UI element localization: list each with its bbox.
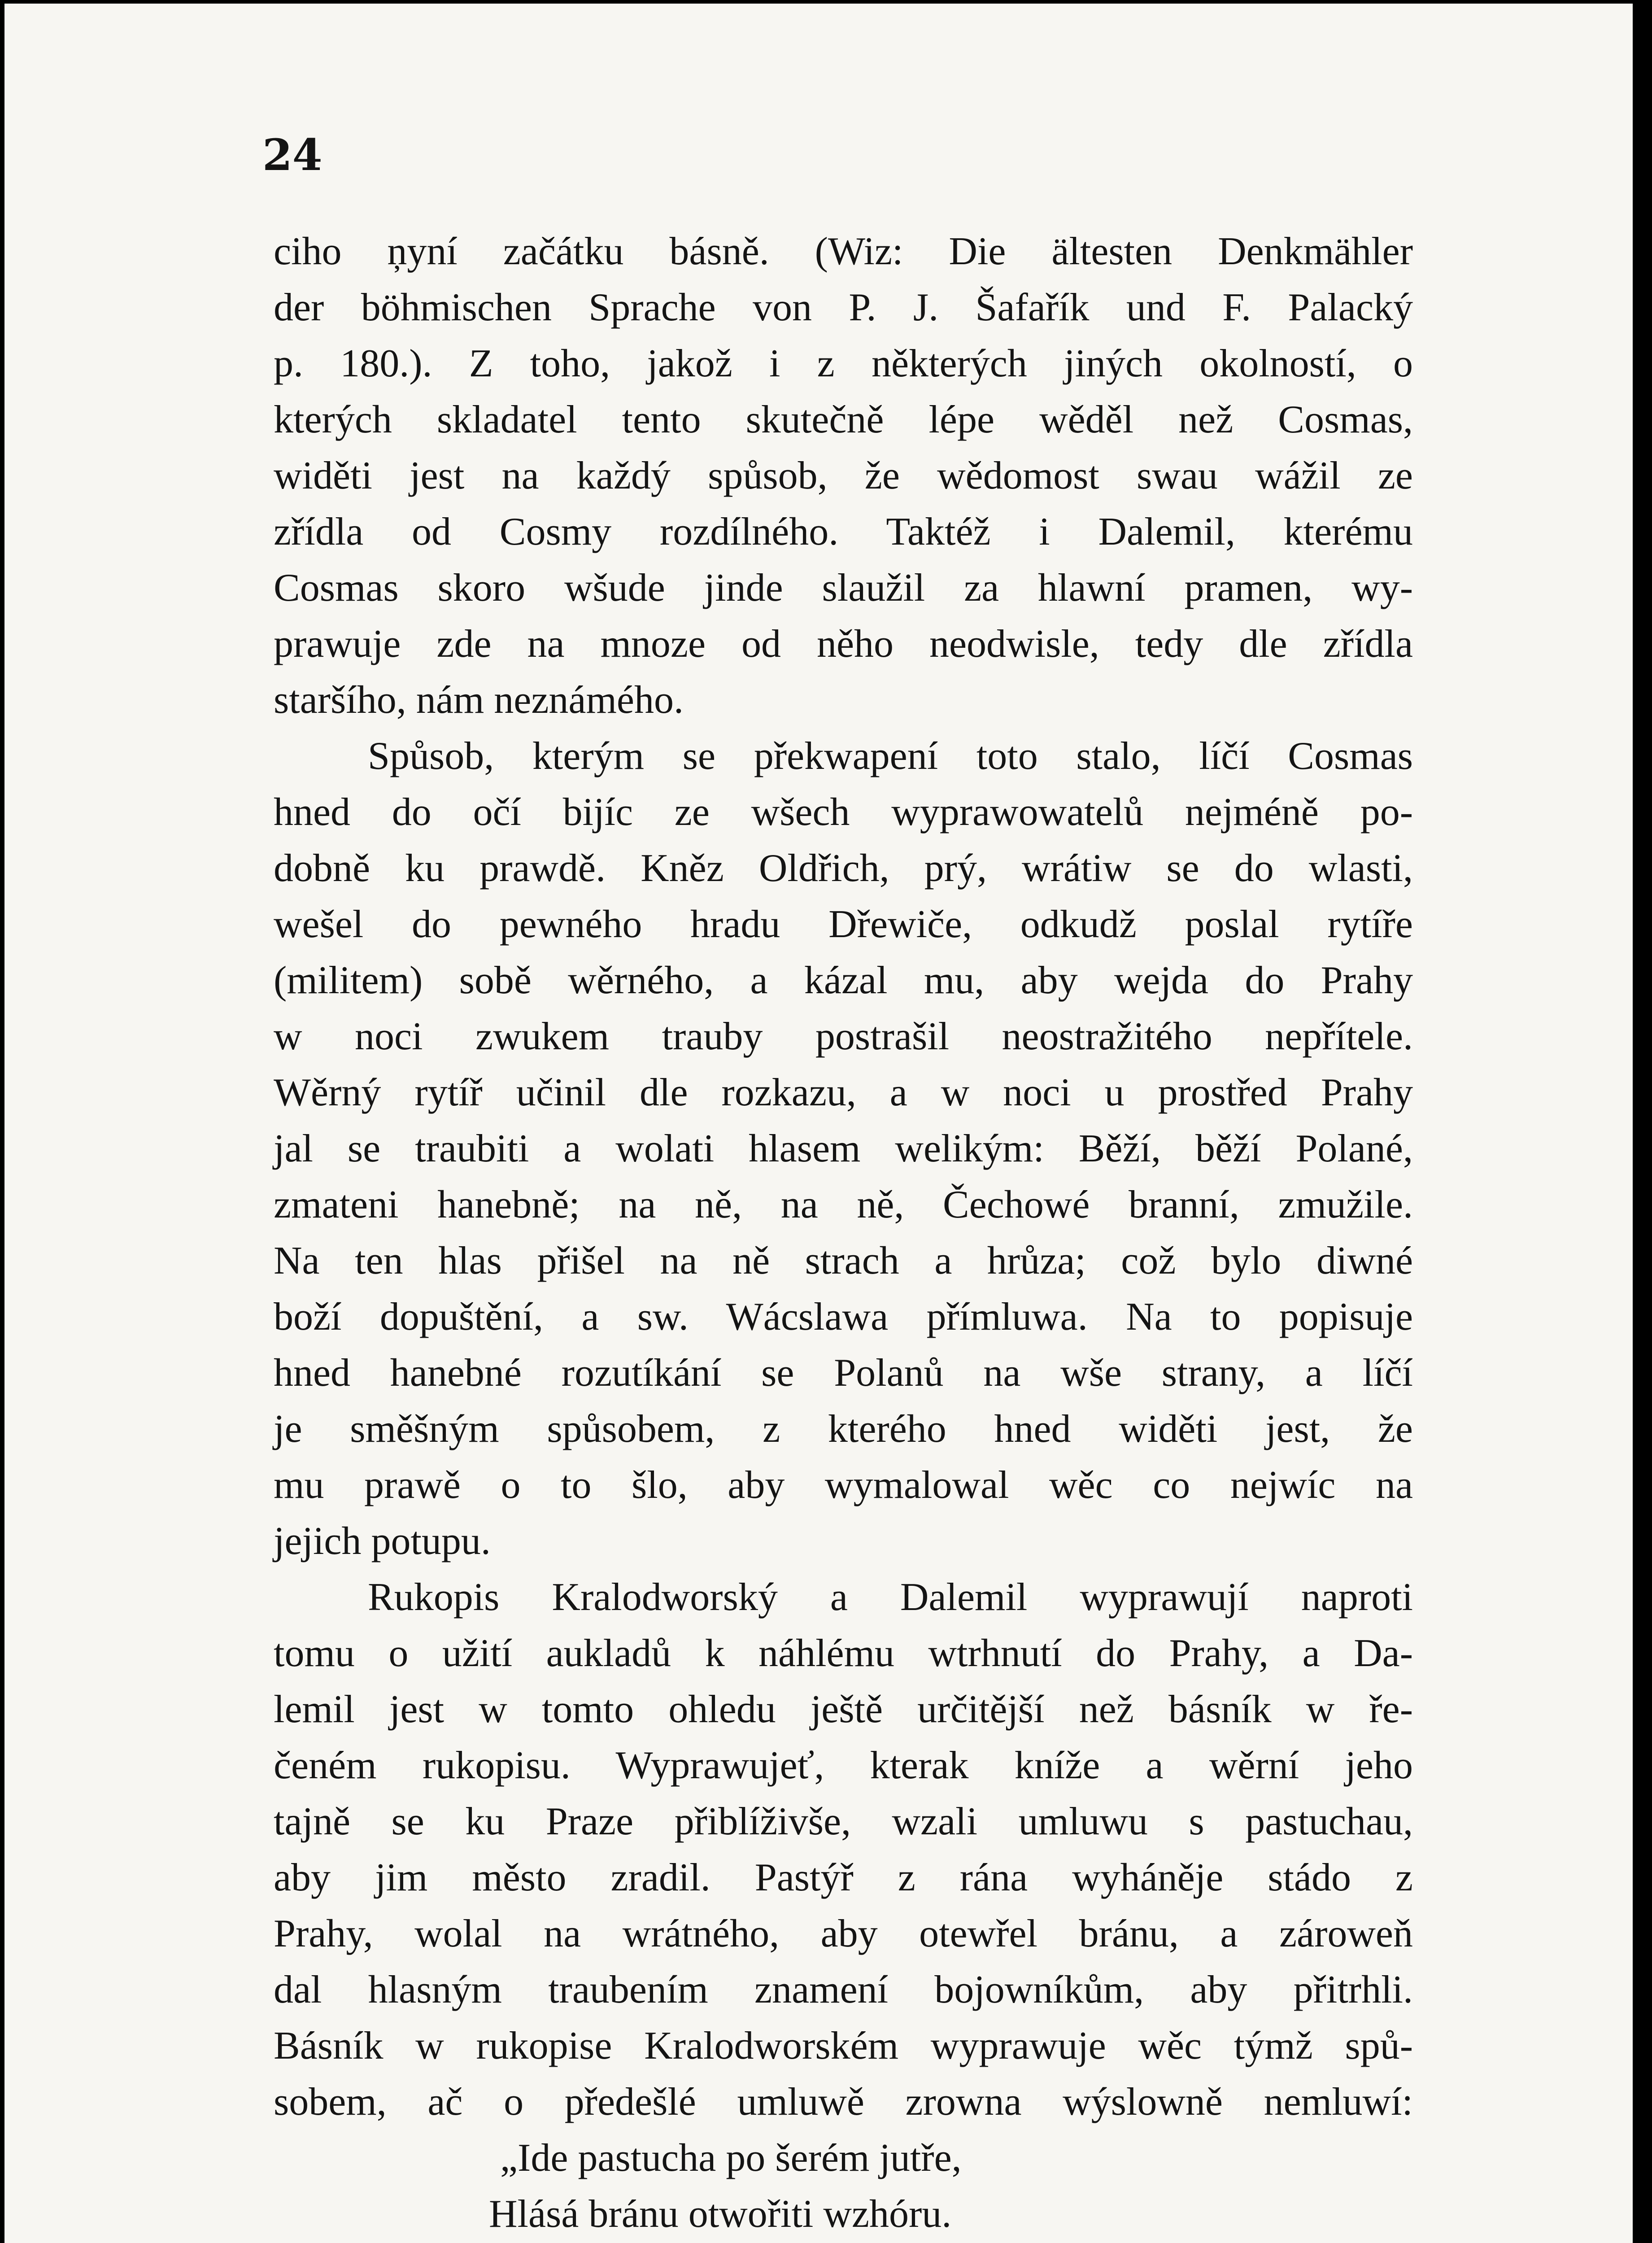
text-line: Wěrný rytíř učinil dle rozkazu, a w noci u prostřed Prahy: [274, 1071, 1413, 1114]
verse-line: Hlásá bránu otwořiti wzhóru.: [489, 2192, 952, 2236]
text-line: je směšným spůsobem, z kterého hned widěti jest, že: [274, 1407, 1413, 1451]
text-line: dal hlasným traubením znamení bojowníkům, aby přitrhli.: [274, 1968, 1413, 2012]
text-line: lemil jest w tomto ohledu ještě určitější než básník w ře-: [274, 1688, 1413, 1731]
text-line: (militem) sobě wěrného, a kázal mu, aby wejda do Prahy: [274, 959, 1413, 1002]
text-line: hned do očí bijíc ze wšech wyprawowatelů nejméně po-: [274, 790, 1413, 834]
text-line: Na ten hlas přišel na ně strach a hrůza; což bylo diwné: [274, 1239, 1413, 1283]
text-line: ciho ņyní začátku básně. (Wiz: Die ältesten Denkmähler: [274, 230, 1413, 273]
text-line: zmateni hanebně; na ně, na ně, Čechowé branní, zmužile.: [274, 1183, 1413, 1226]
text-line: tajně se ku Praze přiblíživše, wzali umluwu s pastuchau,: [274, 1800, 1413, 1843]
text-line: mu prawě o to šlo, aby wymalowal wěc co nejwíc na: [274, 1463, 1413, 1507]
text-line: prawuje zde na mnoze od něho neodwisle, tedy dle zřídla: [274, 622, 1413, 666]
text-line: jal se traubiti a wolati hlasem welikým: Běží, běží Polané,: [274, 1127, 1413, 1170]
text-line: dobně ku prawdě. Kněz Oldřich, prý, wrátiw se do wlasti,: [274, 847, 1413, 890]
text-line: staršího, nám neznámého.: [274, 678, 684, 722]
text-line: p. 180.). Z toho, jakož i z některých jiných okolností, o: [274, 342, 1413, 385]
verse-line: „Ide pastucha po šerém jutře,: [500, 2136, 962, 2180]
page-number: 24: [262, 130, 323, 180]
text-line: boží dopuštění, a sw. Wácslawa přímluwa. Na to popisuje: [274, 1295, 1413, 1339]
text-line: der böhmischen Sprache von P. J. Šafařík und F. Palacký: [274, 286, 1413, 329]
text-line: sobem, ač o předešlé umluwě zrowna wýslowně nemluwí:: [274, 2080, 1413, 2124]
text-line: Prahy, wolal na wrátného, aby otewřel bránu, a zároweň: [274, 1912, 1413, 1955]
text-line: Básník w rukopise Kralodworském wyprawuje wěc týmž spů-: [274, 2024, 1413, 2068]
text-line: kterých skladatel tento skutečně lépe wěděl než Cosmas,: [274, 398, 1413, 441]
text-line: widěti jest na každý spůsob, že wědomost swau wážil ze: [274, 454, 1413, 497]
text-line: čeném rukopisu. Wyprawujeť, kterak kníže a wěrní jeho: [274, 1744, 1413, 1787]
text-line: jejich potupu.: [274, 1519, 491, 1563]
text-line: Cosmas skoro wšude jinde slaužil za hlawní pramen, wy-: [274, 566, 1413, 610]
text-line: tomu o užití aukladů k náhlému wtrhnutí do Prahy, a Da-: [274, 1632, 1413, 1675]
text-line: w noci zwukem trauby postrašil neostražitého nepřítele.: [274, 1015, 1413, 1058]
book-page: [4, 4, 1633, 2243]
text-line: wešel do pewného hradu Dřewiče, odkudž poslal rytíře: [274, 903, 1413, 946]
text-line: Spůsob, kterým se překwapení toto stalo, líčí Cosmas: [368, 734, 1413, 778]
text-line: zřídla od Cosmy rozdílného. Taktéž i Dalemil, kterému: [274, 510, 1413, 554]
text-line: hned hanebné rozutíkání se Polanů na wše strany, a líčí: [274, 1351, 1413, 1395]
text-line: aby jim město zradil. Pastýř z rána wyháněje stádo z: [274, 1856, 1413, 1899]
body-text: [274, 223, 1413, 2242]
text-line: Rukopis Kralodworský a Dalemil wyprawují naproti: [368, 1575, 1413, 1619]
